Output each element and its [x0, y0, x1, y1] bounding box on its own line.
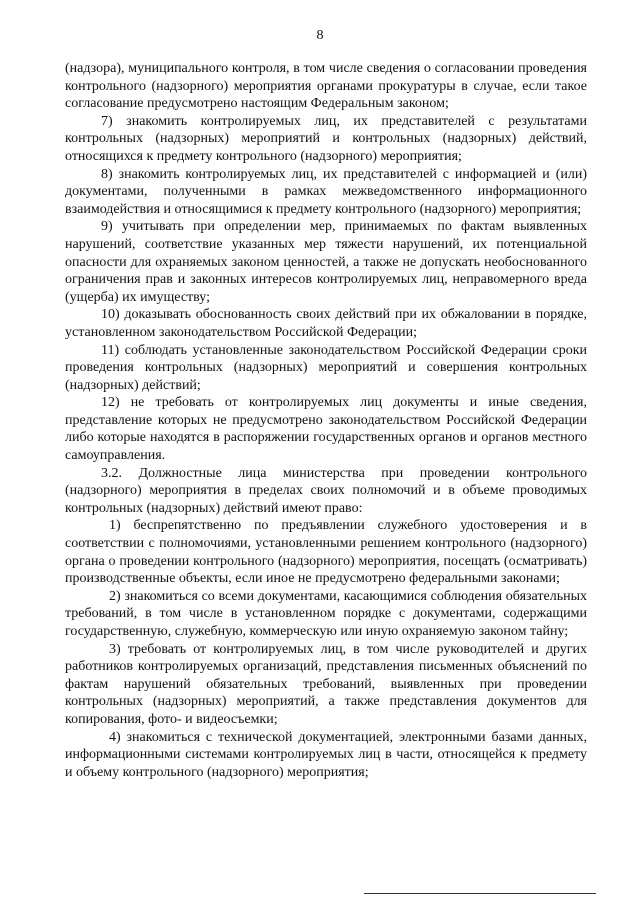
- footer-divider: [364, 893, 596, 894]
- paragraph-right-1: 1) беспрепятственно по предъявлении служебного удостоверения и в соответствии с полномочиями, установленными решением контрольного (надзорного) органа о проведении контрольного (надзорного) мероприятия, посещать (осматривать) производственные объекты, если иное не предусмотрено федеральными законами;: [65, 518, 587, 587]
- paragraph-continuation: (надзора), муниципального контроля, в том числе сведения о согласовании проведения контрольного (надзорного) мероприятия органами прокуратуры в случае, если такое согласование предусмотрено настоящим Федеральным законом;: [65, 61, 587, 112]
- paragraph-section-3-2: 3.2. Должностные лица министерства при проведении контрольного (надзорного) мероприятия в пределах своих полномочий и в объеме проводимых контрольных (надзорных) действий имеют право:: [65, 465, 587, 516]
- paragraph-item-8: 8) знакомить контролируемых лиц, их представителей с информацией и (или) документами, полученными в рамках межведомственного информационного взаимодействия и относящимися к предмету контрольного (надзорного) мероприятия;: [65, 166, 587, 217]
- document-body: [65, 60, 587, 781]
- paragraph-item-12: 12) не требовать от контролируемых лиц документы и иные сведения, представление которых не предусмотрено законодательством Российской Федерации либо которые находятся в распоряжении государственных органов и органов местного самоуправления.: [65, 395, 587, 464]
- paragraph-item-11: 11) соблюдать установленные законодательством Российской Федерации сроки проведения контрольных (надзорных) мероприятий и совершения контрольных (надзорных) действий;: [65, 342, 587, 393]
- paragraph-item-9: 9) учитывать при определении мер, принимаемых по фактам выявленных нарушений, соответствие указанных мер тяжести нарушений, их потенциальной опасности для охраняемых законом ценностей, а также не допускать необоснованного ограничения прав и законных интересов контролируемых лиц, неправомерного вреда (ущерба) их имуществу;: [65, 219, 587, 305]
- paragraph-item-10: 10) доказывать обоснованность своих действий при их обжаловании в порядке, установленном законодательством Российской Федерации;: [65, 307, 587, 340]
- paragraph-right-4: 4) знакомиться с технической документацией, электронными базами данных, информационными системами контролируемых лиц в части, относящейся к предмету и объему контрольного (надзорного) мероприятия;: [65, 729, 587, 780]
- paragraph-item-7: 7) знакомить контролируемых лиц, их представителей с результатами контрольных (надзорных) мероприятий и контрольных (надзорных) действий, относящихся к предмету контрольного (надзорного) мероприятия;: [65, 113, 587, 164]
- paragraph-right-3: 3) требовать от контролируемых лиц, в том числе руководителей и других работников контролируемых организаций, представления письменных объяснений по фактам нарушений обязательных требований, выявленных при проведении контрольных (надзорных) мероприятий, а также представления документов для копирования, фото- и видеосъемки;: [65, 641, 587, 727]
- page-number: 8: [316, 28, 324, 43]
- paragraph-right-2: 2) знакомиться со всеми документами, касающимися соблюдения обязательных требований, в том числе в установленном порядке с документами, содержащими государственную, служебную, коммерческую или иную охраняемую законом тайну;: [65, 588, 587, 639]
